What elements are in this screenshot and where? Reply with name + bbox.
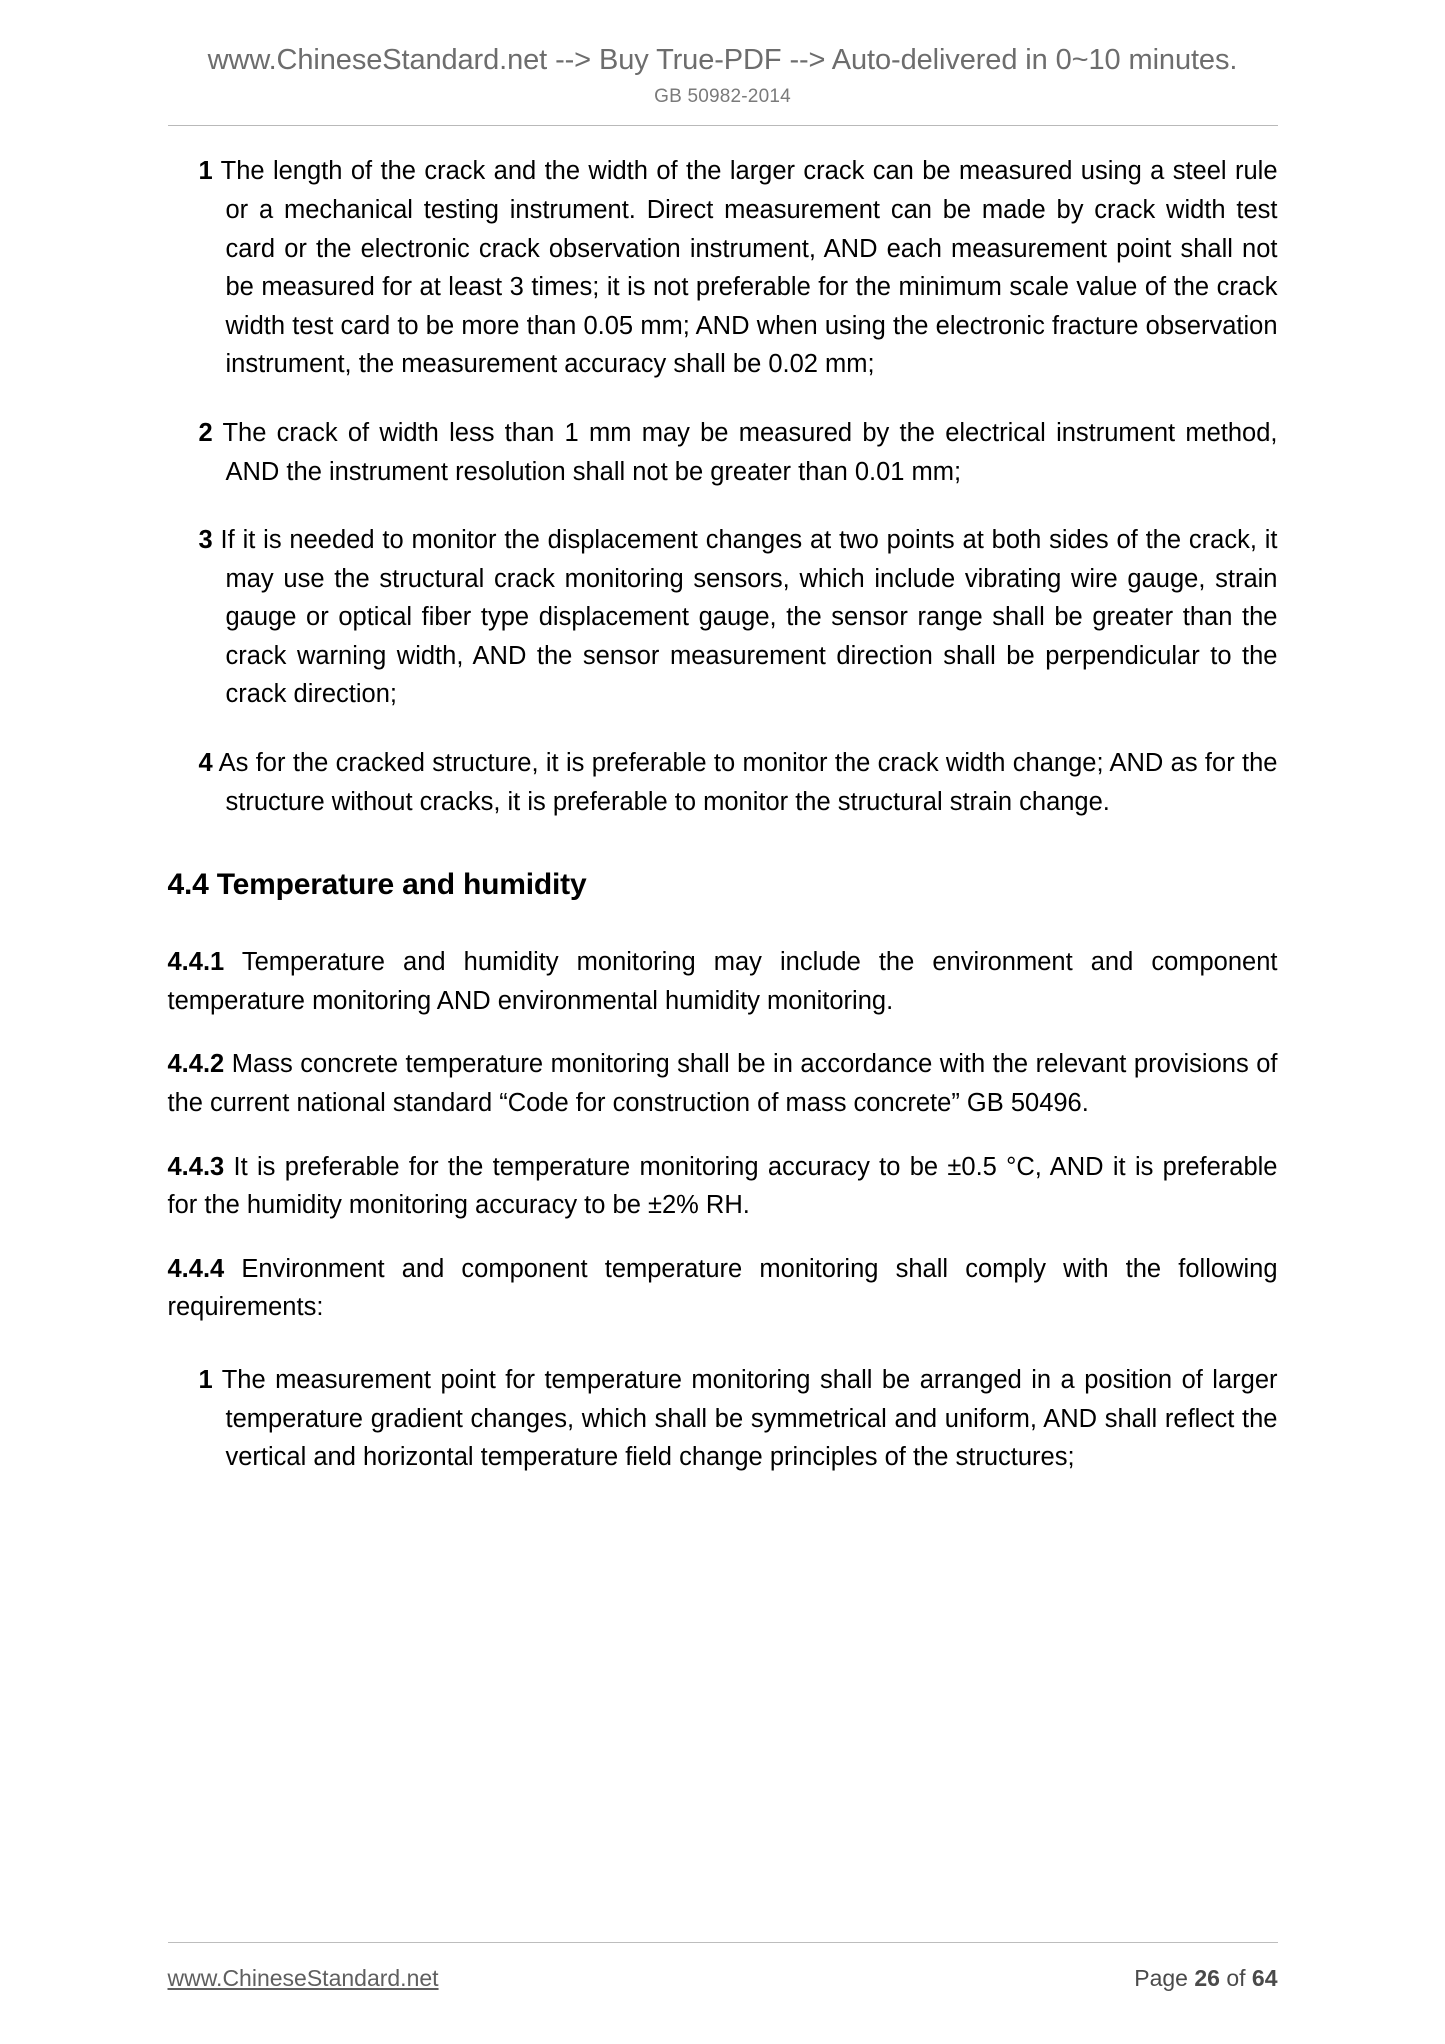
list-item-text: The length of the crack and the width of the larger crack can be measured using a steel rule or a mechanical testing instrument. Direct measurement can be made by crack width test card or the electronic crack observation instrument, AND each measurement point shall not be measured for at least 3 times; it is not preferable for the minimum scale value of the crack width test card to be more than 0.05 mm; AND when using the electronic fracture observation instrument, the measurement accuracy shall be 0.02 mm; <box>220 157 1278 379</box>
list-item <box>168 521 1278 714</box>
list-item-text: The measurement point for temperature monitoring shall be arranged in a position of larger temperature gradient changes, which shall be symmetrical and uniform, AND shall reflect the vertical and horizontal temperature field change principles of the structures; <box>221 1366 1278 1472</box>
page-number-indicator <box>1134 1965 1277 1992</box>
promo-banner-text: www.ChineseStandard.net --> Buy True-PDF --> Auto-delivered in 0~10 minutes. <box>207 44 1238 76</box>
page-header <box>0 0 1445 126</box>
list-item-number: 2 <box>198 418 213 447</box>
list-item <box>168 152 1278 384</box>
page-content <box>168 126 1278 1476</box>
section-heading: 4.4 Temperature and humidity <box>167 868 587 902</box>
clause-number: 4.4.4 <box>167 1254 225 1283</box>
clause-paragraph <box>168 943 1278 1020</box>
clause-text: Environment and component temperature monitoring shall comply with the following requirements: <box>167 1254 1278 1322</box>
page-total-number: 64 <box>1251 1965 1278 1991</box>
page-current-number: 26 <box>1194 1965 1220 1991</box>
list-item <box>168 1361 1278 1477</box>
footer-website-link[interactable]: www.ChineseStandard.net <box>167 1965 439 1991</box>
list-item-text: The crack of width less than 1 mm may be measured by the electrical instrument method, AND the instrument resolution shall not be greater than 0.01 mm; <box>222 418 1278 486</box>
list-item-text: If it is needed to monitor the displacement changes at two points at both sides of the crack, it may use the structural crack monitoring sensors, which include vibrating wire gauge, strain gauge or optical fiber type displacement gauge, the sensor range shall be greater than the crack warning width, AND the sensor measurement direction shall be perpendicular to the crack direction; <box>220 526 1278 709</box>
clause-number: 4.4.2 <box>167 1050 225 1079</box>
footer-divider <box>168 1942 1278 1943</box>
clause-number: 4.4.3 <box>167 1152 225 1181</box>
standard-code-label: GB 50982-2014 <box>654 86 791 108</box>
clause-paragraph <box>168 1045 1278 1122</box>
clause-text: It is preferable for the temperature monitoring accuracy to be ±0.5 °C, AND it is preferable for the humidity monitoring accuracy to be ±2% RH. <box>167 1152 1278 1220</box>
clause-text: Mass concrete temperature monitoring shall be in accordance with the relevant provisions of the current national standard “Code for construction of mass concrete” GB 50496. <box>167 1050 1278 1118</box>
clause-number: 4.4.1 <box>167 948 225 977</box>
list-item-number: 1 <box>198 157 213 186</box>
list-item <box>168 744 1278 821</box>
clause-paragraph <box>168 1148 1278 1225</box>
list-item-number: 1 <box>198 1366 213 1394</box>
clause-paragraph <box>168 1250 1278 1327</box>
list-item-number: 3 <box>198 526 213 555</box>
list-item-text: As for the cracked structure, it is preferable to monitor the crack width change; AND as for the structure without cracks, it is preferable to monitor the structural strain change. <box>218 749 1278 816</box>
clause-text: Temperature and humidity monitoring may include the environment and component temperature monitoring AND environmental humidity monitoring. <box>167 948 1278 1015</box>
list-item <box>168 414 1278 491</box>
page-label-middle: of <box>1226 1965 1246 1991</box>
page-footer <box>0 1942 1445 1992</box>
footer-row <box>168 1965 1278 1992</box>
page-label-prefix: Page <box>1134 1965 1188 1991</box>
list-item-number: 4 <box>198 749 213 778</box>
